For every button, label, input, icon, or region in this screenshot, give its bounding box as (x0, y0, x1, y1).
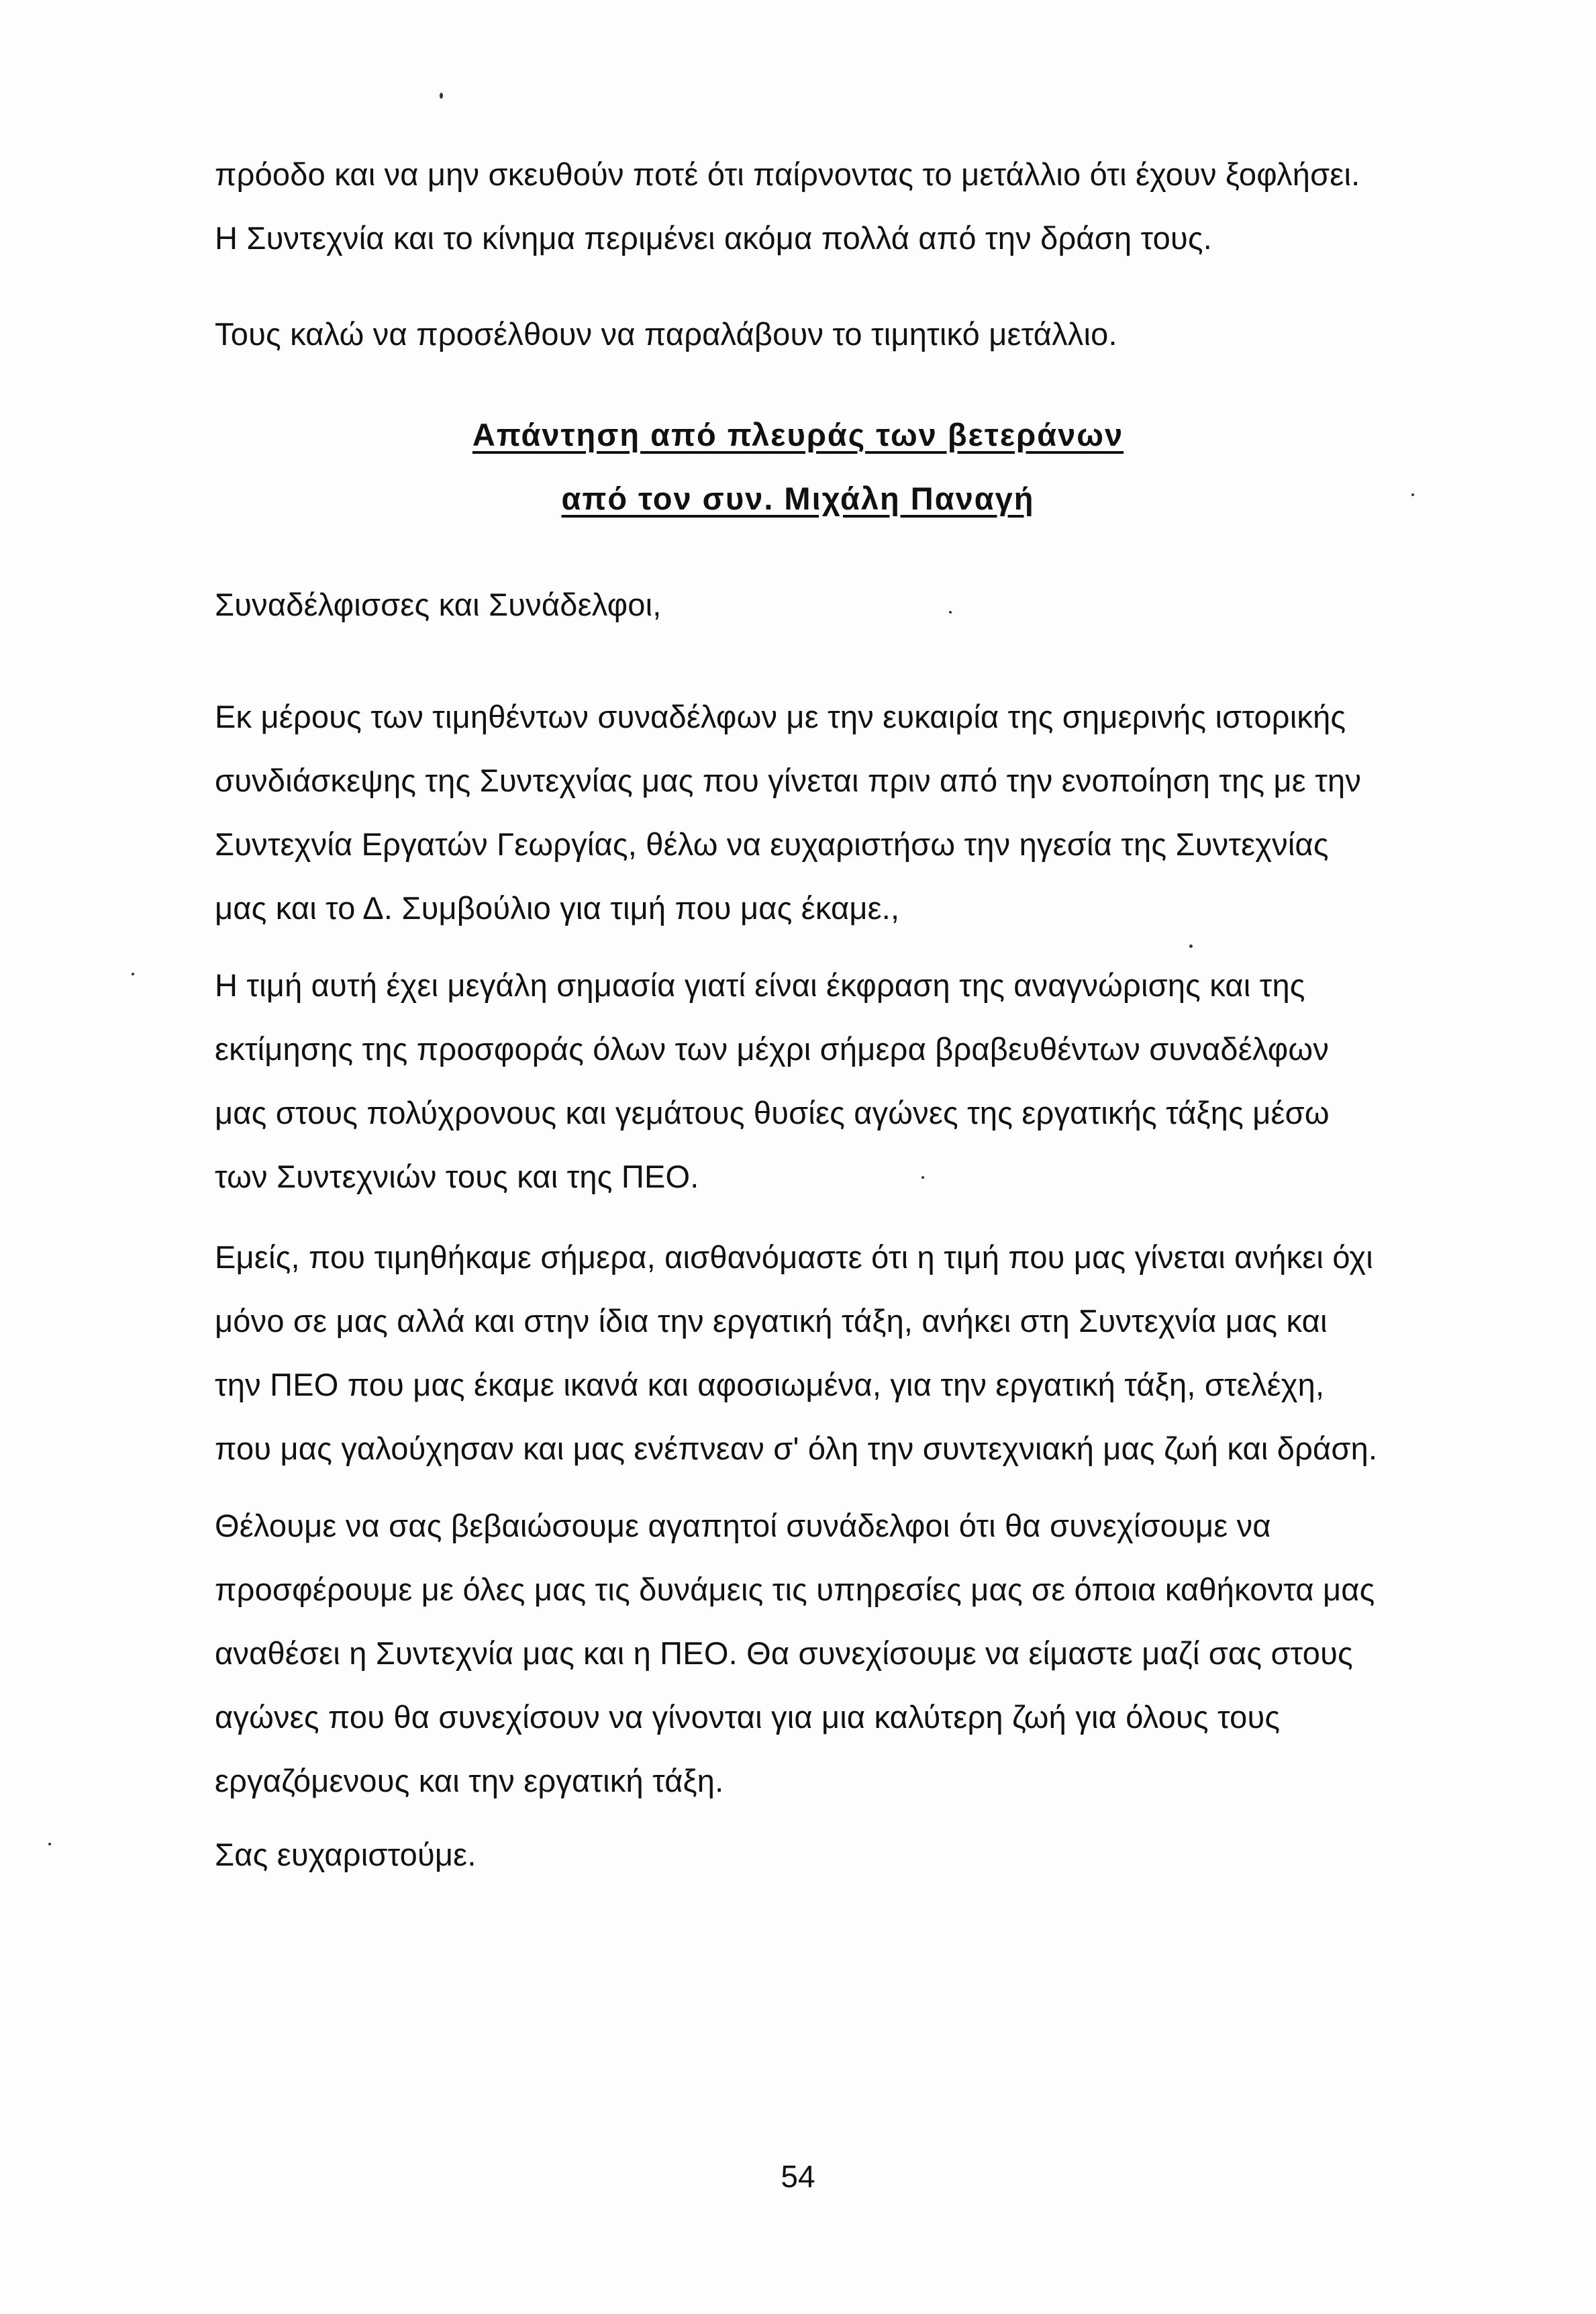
text-line: Θέλουμε να σας βεβαιώσουμε αγαπητοί συνάδελφοι ότι θα συνεχίσουμε να (215, 1508, 1271, 1543)
invite-paragraph (215, 302, 1490, 366)
text-line: Τους καλώ να προσέλθουν να παραλάβουν το τιμητικό μετάλλιο. (215, 316, 1117, 352)
paragraph-3 (215, 1225, 1490, 1480)
scan-speck (132, 973, 134, 975)
text-line: που μας γαλούχησαν και μας ενέπνεαν σ' όλη την συντεχνιακή μας ζωή και δράση. (215, 1431, 1378, 1466)
text-line: την ΠΕΟ που μας έκαμε ικανά και αφοσιωμένα, για την εργατική τάξη, στελέχη, (215, 1367, 1325, 1402)
text-line: Η Συντεχνία και το κίνημα περιμένει ακόμα πολλά από την δράση τους. (215, 220, 1213, 256)
text-line: πρόοδο και να μην σκευθούν ποτέ ότι παίρνοντας το μετάλλιο ότι έχουν ξοφλήσει. (215, 156, 1360, 192)
scan-speck (48, 1843, 51, 1845)
text-line: αγώνες που θα συνεχίσουν να γίνονται για μια καλύτερη ζωή για όλους τους (215, 1699, 1281, 1735)
text-line: Εκ μέρους των τιμηθέντων συναδέλφων με την ευκαιρία της σημερινής ιστορικής (215, 699, 1346, 734)
text-line: προσφέρουμε με όλες μας τις δυνάμεις τις υπηρεσίες μας σε όποια καθήκοντα μας (215, 1572, 1375, 1607)
text-line: εργαζόμενους και την εργατική τάξη. (215, 1763, 724, 1798)
salutation-text: Συναδέλφισσες και Συνάδελφοι, (215, 587, 662, 622)
text-line: Η τιμή αυτή έχει μεγάλη σημασία γιατί είναι έκφραση της αναγνώρισης και της (215, 967, 1305, 1003)
text-line: Εμείς, που τιμηθήκαμε σήμερα, αισθανόμαστε ότι η τιμή που μας γίνεται ανήκει όχι (215, 1239, 1373, 1275)
paragraph-4 (215, 1494, 1490, 1813)
paragraph-1 (215, 685, 1490, 940)
scan-speck (440, 93, 443, 99)
text-line: Συντεχνία Εργατών Γεωργίας, θέλω να ευχαριστήσω την ηγεσία της Συντεχνίας (215, 826, 1329, 862)
paragraph-2 (215, 953, 1490, 1208)
salutation (215, 573, 1490, 636)
scan-speck (1189, 945, 1193, 948)
intro-paragraph (215, 142, 1490, 270)
text-line: μας και το Δ. Συμβούλιο για τιμή που μας έκαμε., (215, 890, 900, 926)
closing-text: Σας ευχαριστούμε. (215, 1837, 477, 1872)
text-line: των Συντεχνιών τους και της ΠΕΟ. (215, 1159, 699, 1194)
text-line: μας στους πολύχρονους και γεμάτους θυσίες αγώνες της εργατικής τάξης μέσω (215, 1095, 1330, 1130)
text-line: μόνο σε μας αλλά και στην ίδια την εργατική τάξη, ανήκει στη Συντεχνία μας και (215, 1303, 1328, 1339)
section-heading-line-2: από τον συν. Μιχάλη Παναγή (561, 481, 1035, 516)
section-heading-line-1: Απάντηση από πλευράς των βετεράνων (472, 417, 1124, 452)
text-line: εκτίμησης της προσφοράς όλων των μέχρι σήμερα βραβευθέντων συναδέλφων (215, 1031, 1330, 1067)
text-line: συνδιάσκεψης της Συντεχνίας μας που γίνεται πριν από την ενοποίηση της με την (215, 763, 1362, 798)
page-number: 54 (781, 2159, 815, 2194)
closing (215, 1823, 1490, 1886)
text-line: αναθέσει η Συντεχνία μας και η ΠΕΟ. Θα συνεχίσουμε να είμαστε μαζί σας στους (215, 1635, 1353, 1671)
